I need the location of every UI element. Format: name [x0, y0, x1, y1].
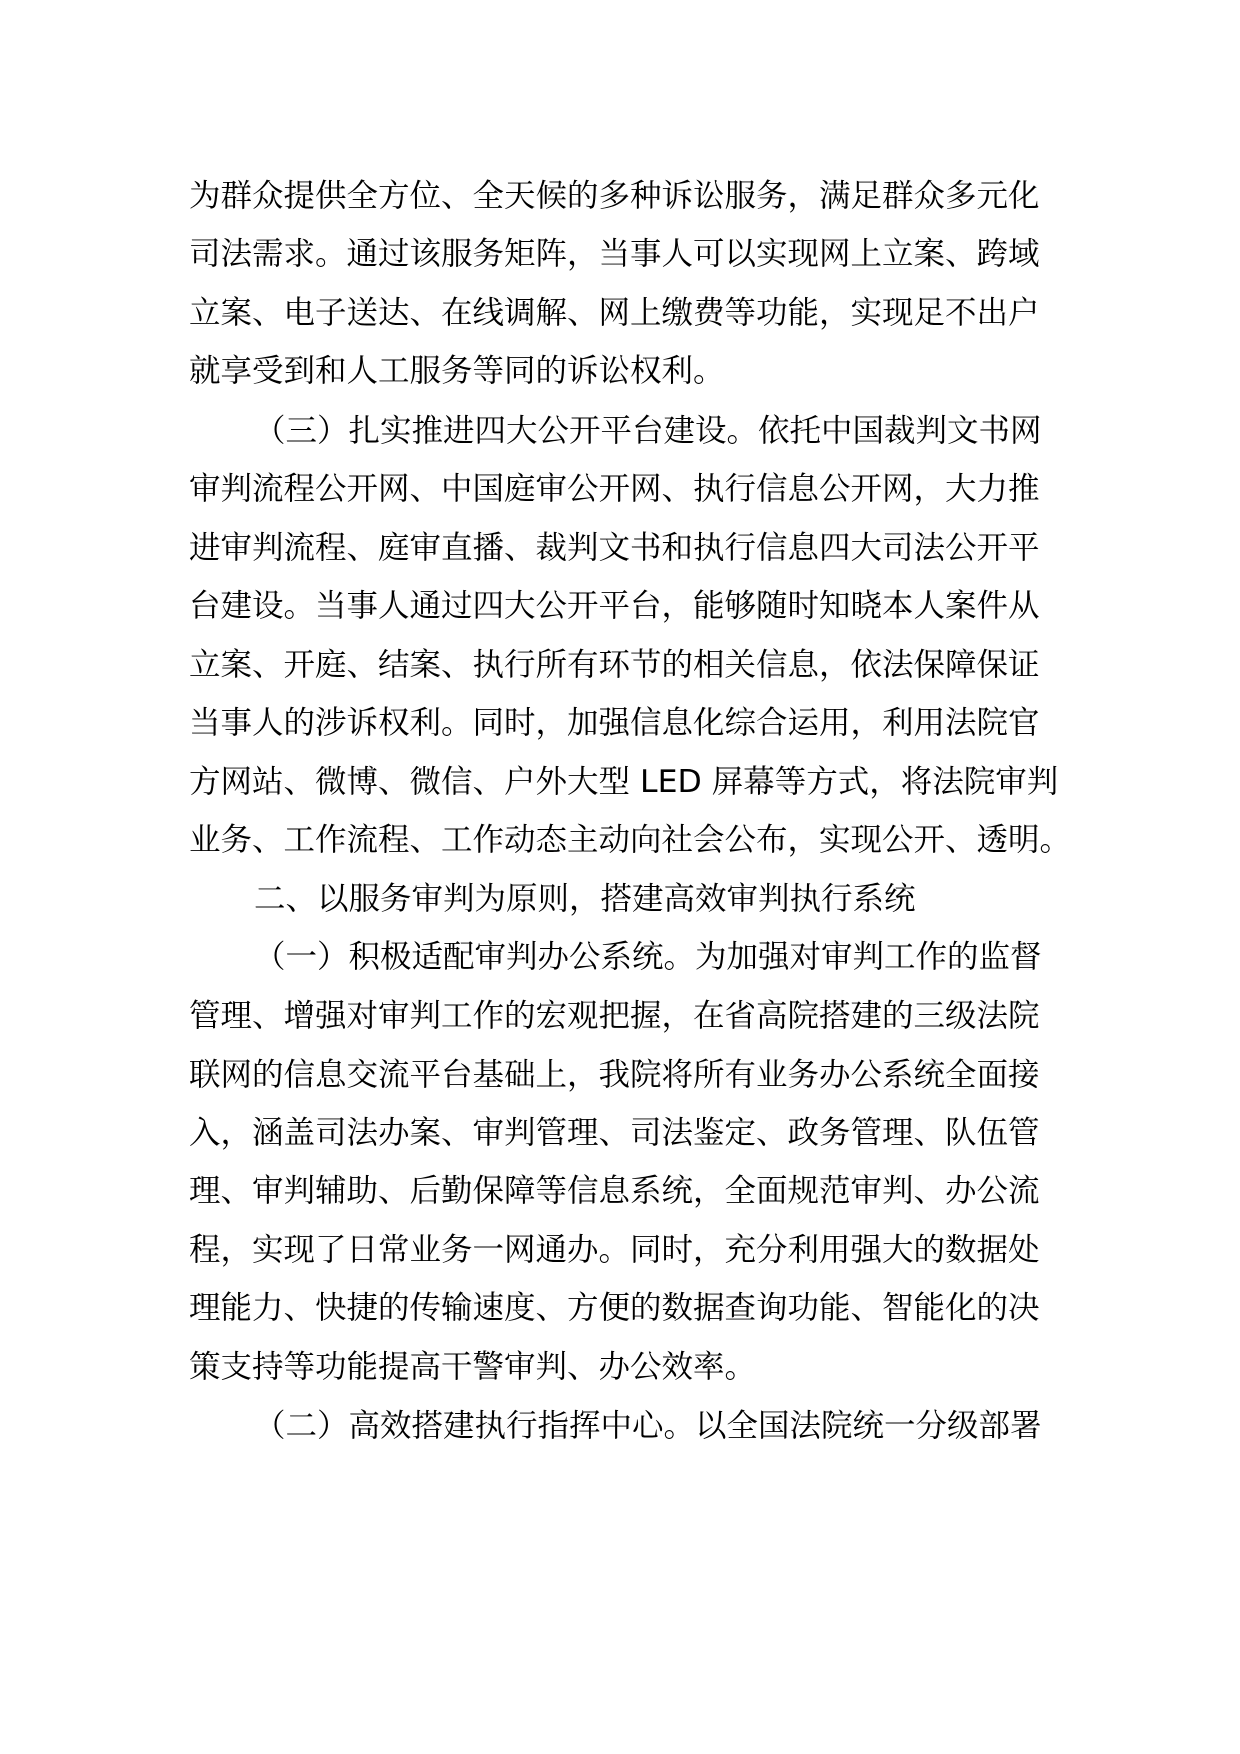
text-line: 业务、工作流程、工作动态主动向社会公布，实现公开、透明。: [189, 822, 1072, 858]
text-line: 立案、开庭、结案、执行所有环节的相关信息，依法保障保证: [189, 647, 1040, 683]
text-line: 立案、电子送达、在线调解、网上缴费等功能，实现足不出户: [189, 295, 1040, 331]
text-line: 管理、增强对审判工作的宏观把握，在省高院搭建的三级法院: [189, 998, 1040, 1034]
text-line: 审判流程公开网、中国庭审公开网、执行信息公开网，大力推: [189, 471, 1040, 507]
text-line: 就享受到和人工服务等同的诉讼权利。: [189, 353, 725, 389]
text-line: 程，实现了日常业务一网通办。同时，充分利用强大的数据处: [189, 1232, 1040, 1268]
text-line: （一）积极适配审判办公系统。为加强对审判工作的监督: [254, 939, 1042, 975]
text-line: 策支持等功能提高干警审判、办公效率。: [189, 1349, 757, 1385]
text-line: 进审判流程、庭审直播、裁判文书和执行信息四大司法公开平: [189, 530, 1040, 566]
text-line: 理、审判辅助、后勤保障等信息系统，全面规范审判、办公流: [189, 1173, 1040, 1209]
text-line: 入，涵盖司法办案、审判管理、司法鉴定、政务管理、队伍管: [189, 1115, 1040, 1151]
text-line: （二）高效搭建执行指挥中心。以全国法院统一分级部署: [254, 1408, 1042, 1444]
text-line: 理能力、快捷的传输速度、方便的数据查询功能、智能化的决: [189, 1290, 1040, 1326]
text-line: 司法需求。通过该服务矩阵，当事人可以实现网上立案、跨域: [189, 236, 1040, 272]
section-heading: 二、以服务审判为原则，搭建高效审判执行系统: [254, 881, 916, 917]
text-line: 为群众提供全方位、全天候的多种诉讼服务，满足群众多元化: [189, 178, 1040, 214]
text-line: 当事人的涉诉权利。同时，加强信息化综合运用，利用法院官: [189, 705, 1040, 741]
text-line: 台建设。当事人通过四大公开平台，能够随时知晓本人案件从: [189, 588, 1040, 624]
text-line: （三）扎实推进四大公开平台建设。依托中国裁判文书网: [254, 413, 1042, 449]
text-line: 联网的信息交流平台基础上，我院将所有业务办公系统全面接: [189, 1057, 1040, 1093]
text-line: 方网站、微博、微信、户外大型 LED 屏幕等方式，将法院审判: [189, 764, 1059, 800]
